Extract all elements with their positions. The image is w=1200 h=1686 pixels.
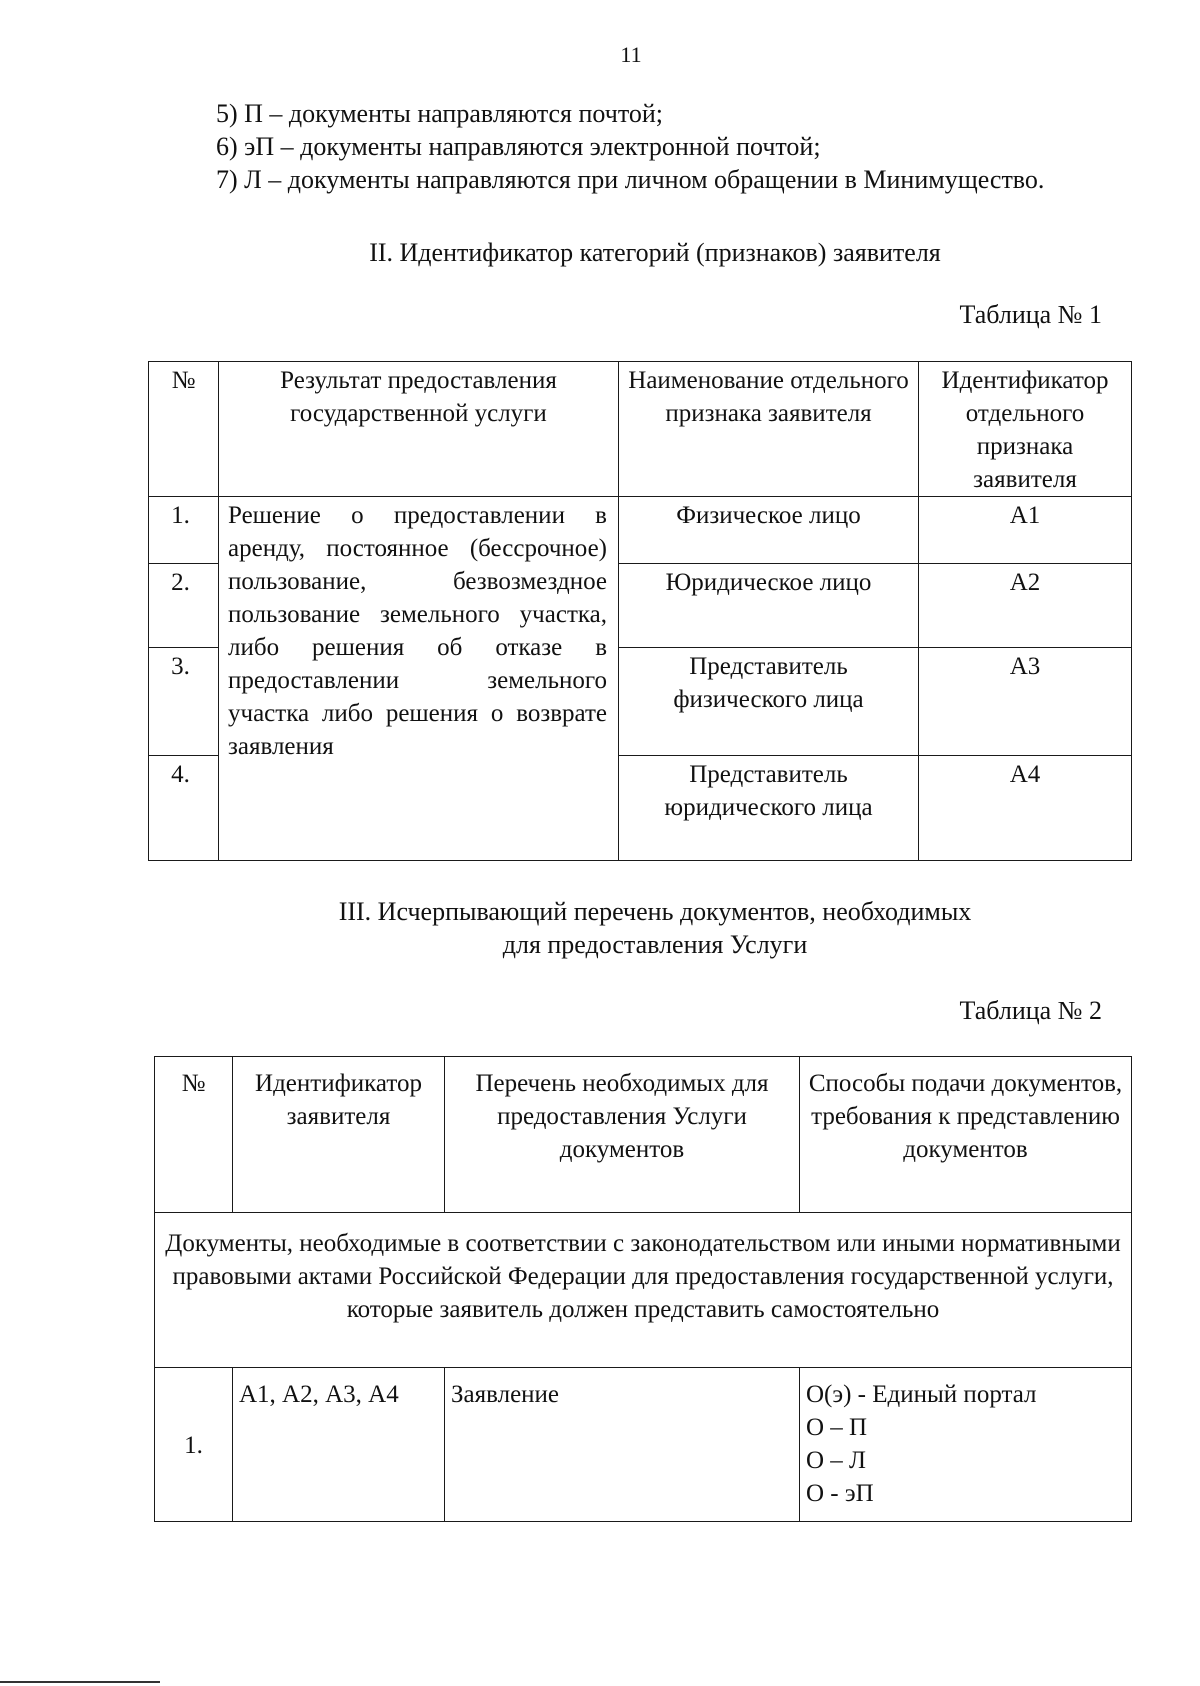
document-name: Заявление [445, 1368, 800, 1522]
service-result-cell: Решение о предоставлении в аренду, постоянное (бессрочное) пользование, безвозмездное пользование земельного участка, либо решения об отказе в предоставлении земельного участка либо решения о возврате заявления [219, 497, 619, 861]
attribute-id: А2 [919, 564, 1132, 648]
row-number: 3. [149, 648, 219, 756]
table-1-caption: Таблица № 1 [959, 300, 1102, 329]
header-applicant-id: Идентификатор заявителя [233, 1057, 445, 1213]
scan-edge-line [0, 1681, 160, 1683]
list-item: 7) Л – документы направляются при личном обращении в Минимущество. [216, 165, 1045, 194]
submission-method: О(э) - Единый портал [806, 1381, 1037, 1408]
section-3-heading [150, 895, 1160, 961]
header-submission-methods: Способы подачи документов, требования к представлению документов [800, 1057, 1132, 1213]
required-documents-table [154, 1056, 1132, 1522]
header-attribute-id: Идентификатор отдельного признака заявителя [919, 362, 1132, 497]
attribute-id: А3 [919, 648, 1132, 756]
table-header-row [155, 1057, 1132, 1213]
submission-method: О – Л [806, 1447, 867, 1474]
attribute-name: Представитель физического лица [619, 648, 919, 756]
header-result: Результат предоставления государственной услуги [219, 362, 619, 497]
applicant-categories-table [148, 361, 1132, 861]
attribute-id: А1 [919, 497, 1132, 564]
row-number: 1. [155, 1368, 233, 1522]
section-3-heading-line: для предоставления Услуги [502, 930, 808, 959]
header-number: № [155, 1057, 233, 1213]
row-number: 1. [149, 497, 219, 564]
page-number: 11 [620, 42, 642, 67]
list-item: 6) эП – документы направляются электронной почтой; [216, 132, 821, 161]
submission-methods [800, 1368, 1132, 1522]
attribute-name: Физическое лицо [619, 497, 919, 564]
mandatory-documents-group: Документы, необходимые в соответствии с законодательством или иными нормативными правовыми актами Российской Федерации для предоставления государственной услуги, которые заявитель должен представить самостоятельно [155, 1213, 1132, 1368]
section-3-heading-line: III. Исчерпывающий перечень документов, необходимых [338, 897, 972, 926]
header-attribute-name: Наименование отдельного признака заявителя [619, 362, 919, 497]
table-header-row [149, 362, 1132, 497]
applicant-ids: А1, А2, А3, А4 [233, 1368, 445, 1522]
submission-method: О – П [806, 1414, 868, 1441]
header-documents-list: Перечень необходимых для предоставления Услуги документов [445, 1057, 800, 1213]
table-group-row [155, 1213, 1132, 1368]
attribute-name: Представитель юридического лица [619, 756, 919, 861]
attribute-name: Юридическое лицо [619, 564, 919, 648]
list-item: 5) П – документы направляются почтой; [216, 99, 663, 128]
row-number: 2. [149, 564, 219, 648]
header-number: № [149, 362, 219, 497]
submission-method: О - эП [806, 1480, 874, 1507]
table-2-caption: Таблица № 2 [959, 996, 1102, 1025]
delivery-method-list [216, 97, 1044, 196]
table-row [149, 497, 1132, 564]
section-2-heading: II. Идентификатор категорий (признаков) заявителя [369, 238, 941, 267]
attribute-id: А4 [919, 756, 1132, 861]
table-row [155, 1368, 1132, 1522]
row-number: 4. [149, 756, 219, 861]
